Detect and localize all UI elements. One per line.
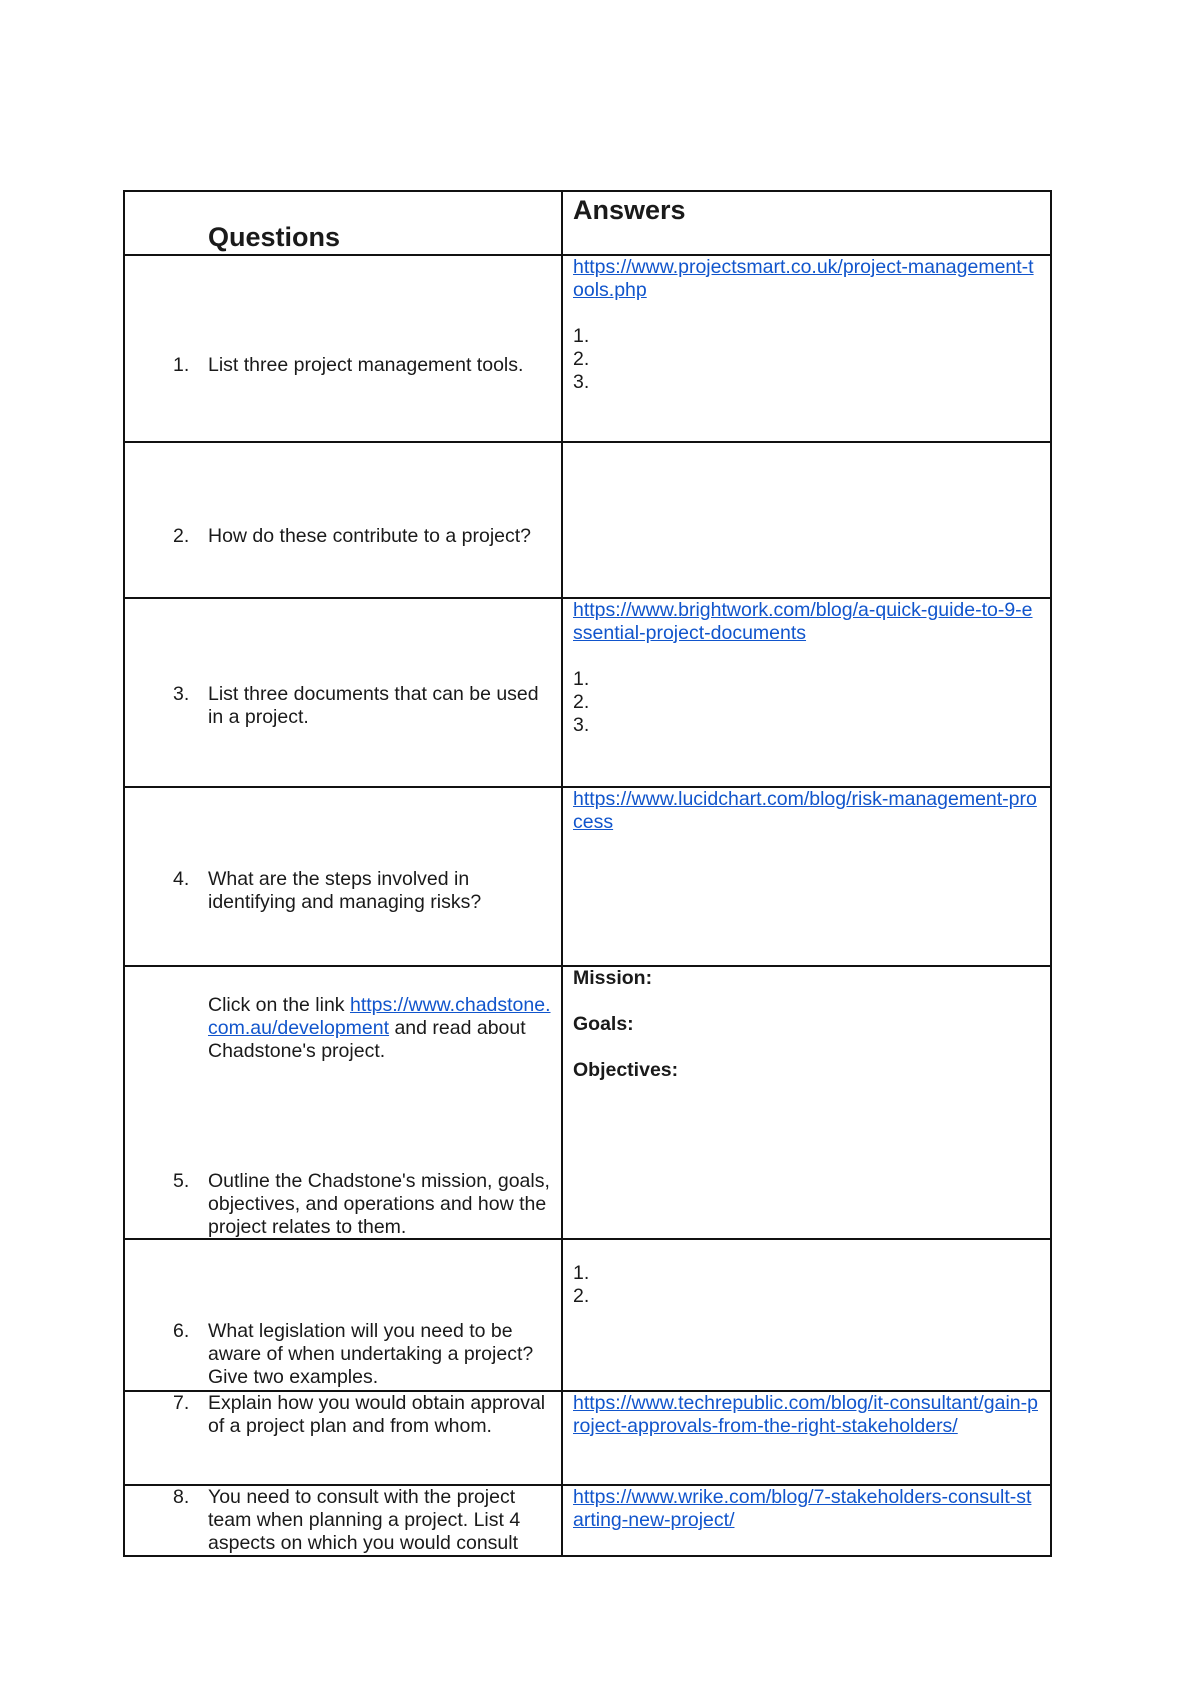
question-text: What legislation will you need to be aware of when undertaking a project? Give two examples. [208,1320,534,1388]
table-row [124,255,1051,442]
table-row [124,442,1051,598]
mission-label: Mission: [573,967,653,989]
answer-cell-7 [562,1391,1051,1485]
answer-cell-8 [562,1485,1051,1556]
question-7 [125,1392,551,1438]
table-row [124,1485,1051,1556]
resource-link[interactable]: https://www.techrepublic.com/blog/it-consultant/gain-project-approvals-from-the-right-stakeholders/ [573,1392,1038,1437]
question-cell-1 [124,255,562,442]
answer-item: 1. [573,1262,590,1284]
answer-item: 2. [573,1285,590,1307]
question-text: List three documents that can be used in a project. [208,683,539,728]
goals-label: Goals: [573,1013,634,1035]
answer-cell-4 [562,787,1051,966]
qa-table [123,190,1052,1557]
questions-heading: Questions [208,222,341,252]
question-text: Explain how you would obtain approval of a project plan and from whom. [208,1392,546,1437]
answer-cell-3 [562,598,1051,787]
question-number: 1. [173,354,190,376]
question-number: 5. [173,1170,190,1192]
resource-link[interactable]: https://www.wrike.com/blog/7-stakeholders-consult-starting-new-project/ [573,1486,1032,1531]
answer-item: 3. [573,714,590,736]
answer-item: 2. [573,691,590,713]
answer-cell-6 [562,1239,1051,1391]
answer-item: 1. [573,325,590,347]
objectives-label: Objectives: [573,1059,679,1081]
question-text: List three project management tools. [208,354,524,376]
question-number: 2. [173,525,190,547]
question-number: 3. [173,683,190,705]
answer-item: 1. [573,668,590,690]
question-number: 6. [173,1320,190,1342]
question-1 [125,354,551,377]
question-4 [125,868,551,914]
intro-text: Click on the link [208,994,345,1016]
chadstone-intro [208,994,551,1063]
header-row [124,191,1051,255]
table-row [124,1239,1051,1391]
answer-cell-2 [562,442,1051,598]
question-cell-3 [124,598,562,787]
question-3 [125,683,551,729]
answer-cell-5 [562,966,1051,1239]
question-2 [125,525,551,548]
header-questions-cell [124,191,562,255]
resource-link[interactable]: https://www.lucidchart.com/blog/risk-management-process [573,788,1037,833]
question-cell-6 [124,1239,562,1391]
answer-cell-1 [562,255,1051,442]
question-text: You need to consult with the project team when planning a project. List 4 aspects on which you would consult [208,1486,521,1554]
question-5 [125,1170,551,1239]
answer-item: 3. [573,371,590,393]
question-cell-2 [124,442,562,598]
chadstone-link[interactable]: https://www.chadstone.com.au/development [208,994,551,1039]
question-text: Outline the Chadstone's mission, goals, objectives, and operations and how the project relates to them. [208,1170,550,1238]
resource-link[interactable]: https://www.brightwork.com/blog/a-quick-guide-to-9-essential-project-documents [573,599,1033,644]
answers-heading: Answers [573,195,686,225]
question-cell-4 [124,787,562,966]
answer-item: 2. [573,348,590,370]
resource-link[interactable]: https://www.projectsmart.co.uk/project-management-tools.php [573,256,1034,301]
table-row [124,1391,1051,1485]
table-row [124,787,1051,966]
question-cell-8 [124,1485,562,1556]
question-number: 7. [173,1392,190,1414]
question-text: What are the steps involved in identifying and managing risks? [208,868,482,913]
question-cell-5 [124,966,562,1239]
question-8 [125,1486,551,1555]
question-number: 4. [173,868,190,890]
intro-text: and read about Chadstone's project. [208,1017,526,1062]
question-number: 8. [173,1486,190,1508]
table-row [124,966,1051,1239]
question-cell-7 [124,1391,562,1485]
table-row [124,598,1051,787]
header-answers-cell [562,191,1051,255]
question-text: How do these contribute to a project? [208,525,532,547]
question-6 [125,1320,551,1389]
